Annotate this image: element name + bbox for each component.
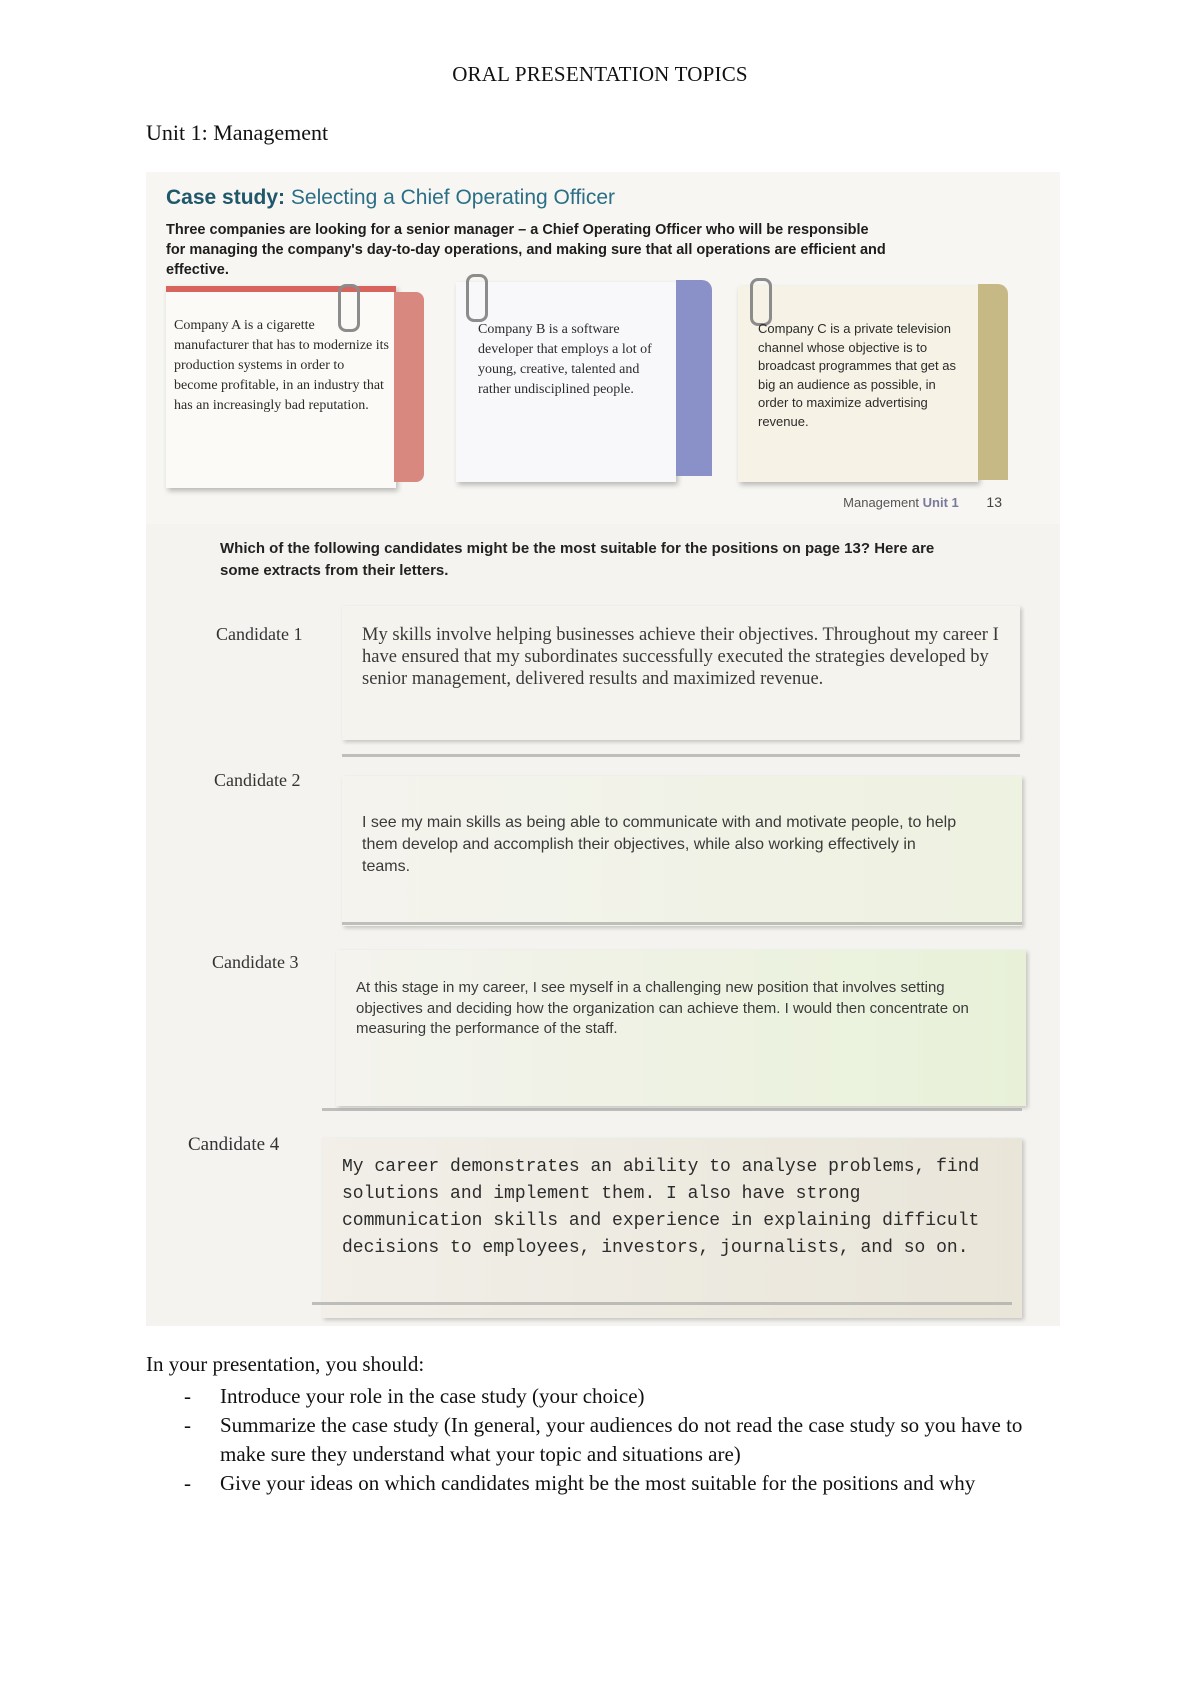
- candidate-2-label: Candidate 2: [214, 770, 301, 790]
- company-b-folder-tab: [676, 280, 712, 476]
- candidate-1-label: Candidate 1: [216, 624, 303, 644]
- torn-edge: [322, 1108, 1022, 1111]
- company-b-note: [456, 282, 676, 482]
- paperclip-icon: [750, 278, 772, 326]
- paperclip-icon: [466, 274, 488, 322]
- candidate-3-label: Candidate 3: [212, 952, 299, 972]
- company-c-text: Company C is a private television channel whose objective is to broadcast programmes that get as big an audience as possible, in order to maximize advertising revenue.: [758, 321, 956, 429]
- company-c-folder-tab: [978, 284, 1008, 480]
- case-study-scan: [146, 172, 1060, 1326]
- candidate-4-card: [322, 1138, 1022, 1318]
- book-page-footer: [843, 494, 1002, 510]
- unit-heading: Unit 1: Management: [146, 120, 329, 145]
- company-a-folder-tab: [394, 292, 424, 482]
- company-c-note: [738, 286, 978, 482]
- candidate-1-card: [342, 606, 1020, 740]
- instruction-item: - Introduce your role in the case study (your choice): [184, 1382, 1064, 1411]
- candidate-2-text: I see my main skills as being able to communicate with and motivate people, to help them develop and accomplish their objectives, while also working effectively in teams.: [362, 814, 957, 875]
- company-b-text: Company B is a software developer that employs a lot of young, creative, talented and rather undisciplined people.: [478, 322, 652, 397]
- torn-edge: [342, 922, 1022, 925]
- case-study-top-panel: [146, 172, 1060, 524]
- candidate-2-card: [342, 776, 1022, 926]
- case-study-question: Which of the following candidates might be the most suitable for the positions on page 13? Here are some extracts from their letters.: [220, 540, 935, 579]
- case-study-title-rest: Selecting a Chief Operating Officer: [285, 186, 615, 209]
- company-a-text: Company A is a cigarette manufacturer that has to modernize its production systems in order to become profitable, in an industry that has an increasingly bad reputation.: [174, 318, 389, 413]
- footer-page-number: 13: [986, 494, 1002, 510]
- instructions-list: [184, 1382, 1064, 1498]
- footer-section: Management: [843, 495, 920, 510]
- page-title: ORAL PRESENTATION TOPICS: [452, 62, 748, 86]
- candidate-4-text: My career demonstrates an ability to analyse problems, find solutions and implement them. I also have strong communication skills and experience in explaining difficult decisions to employees, investors, journalists, and so on.: [342, 1157, 980, 1258]
- case-study-title: [166, 186, 615, 210]
- footer-unit: Unit 1: [922, 495, 959, 510]
- candidate-1-text: My skills involve helping businesses achieve their objectives. Throughout my career I have ensured that my subordinates successfully executed the strategies developed by senior management, delivered results and maximized revenue.: [362, 625, 999, 689]
- instruction-item: - Give your ideas on which candidates might be the most suitable for the positions and why: [184, 1469, 1064, 1498]
- candidate-3-card: [336, 950, 1026, 1106]
- candidate-4-label: Candidate 4: [188, 1134, 280, 1155]
- candidate-3-text: At this stage in my career, I see myself in a challenging new position that involves setting objectives and deciding how the organization can achieve them. I would then concentrate on measuring the performance of the staff.: [356, 979, 969, 1037]
- instruction-item: - Summarize the case study (In general, your audiences do not read the case study so you have to make sure they understand what your topic and situations are): [184, 1411, 1064, 1469]
- torn-edge: [342, 754, 1020, 757]
- case-study-title-bold: Case study:: [166, 186, 286, 209]
- instructions-intro: In your presentation, you should:: [146, 1352, 425, 1376]
- company-a-note: [166, 286, 396, 488]
- case-study-intro: Three companies are looking for a senior manager – a Chief Operating Officer who will be responsible for managing the company's day-to-day operations, and making sure that all operations are efficient and effective.: [166, 222, 886, 278]
- torn-edge: [312, 1302, 1012, 1305]
